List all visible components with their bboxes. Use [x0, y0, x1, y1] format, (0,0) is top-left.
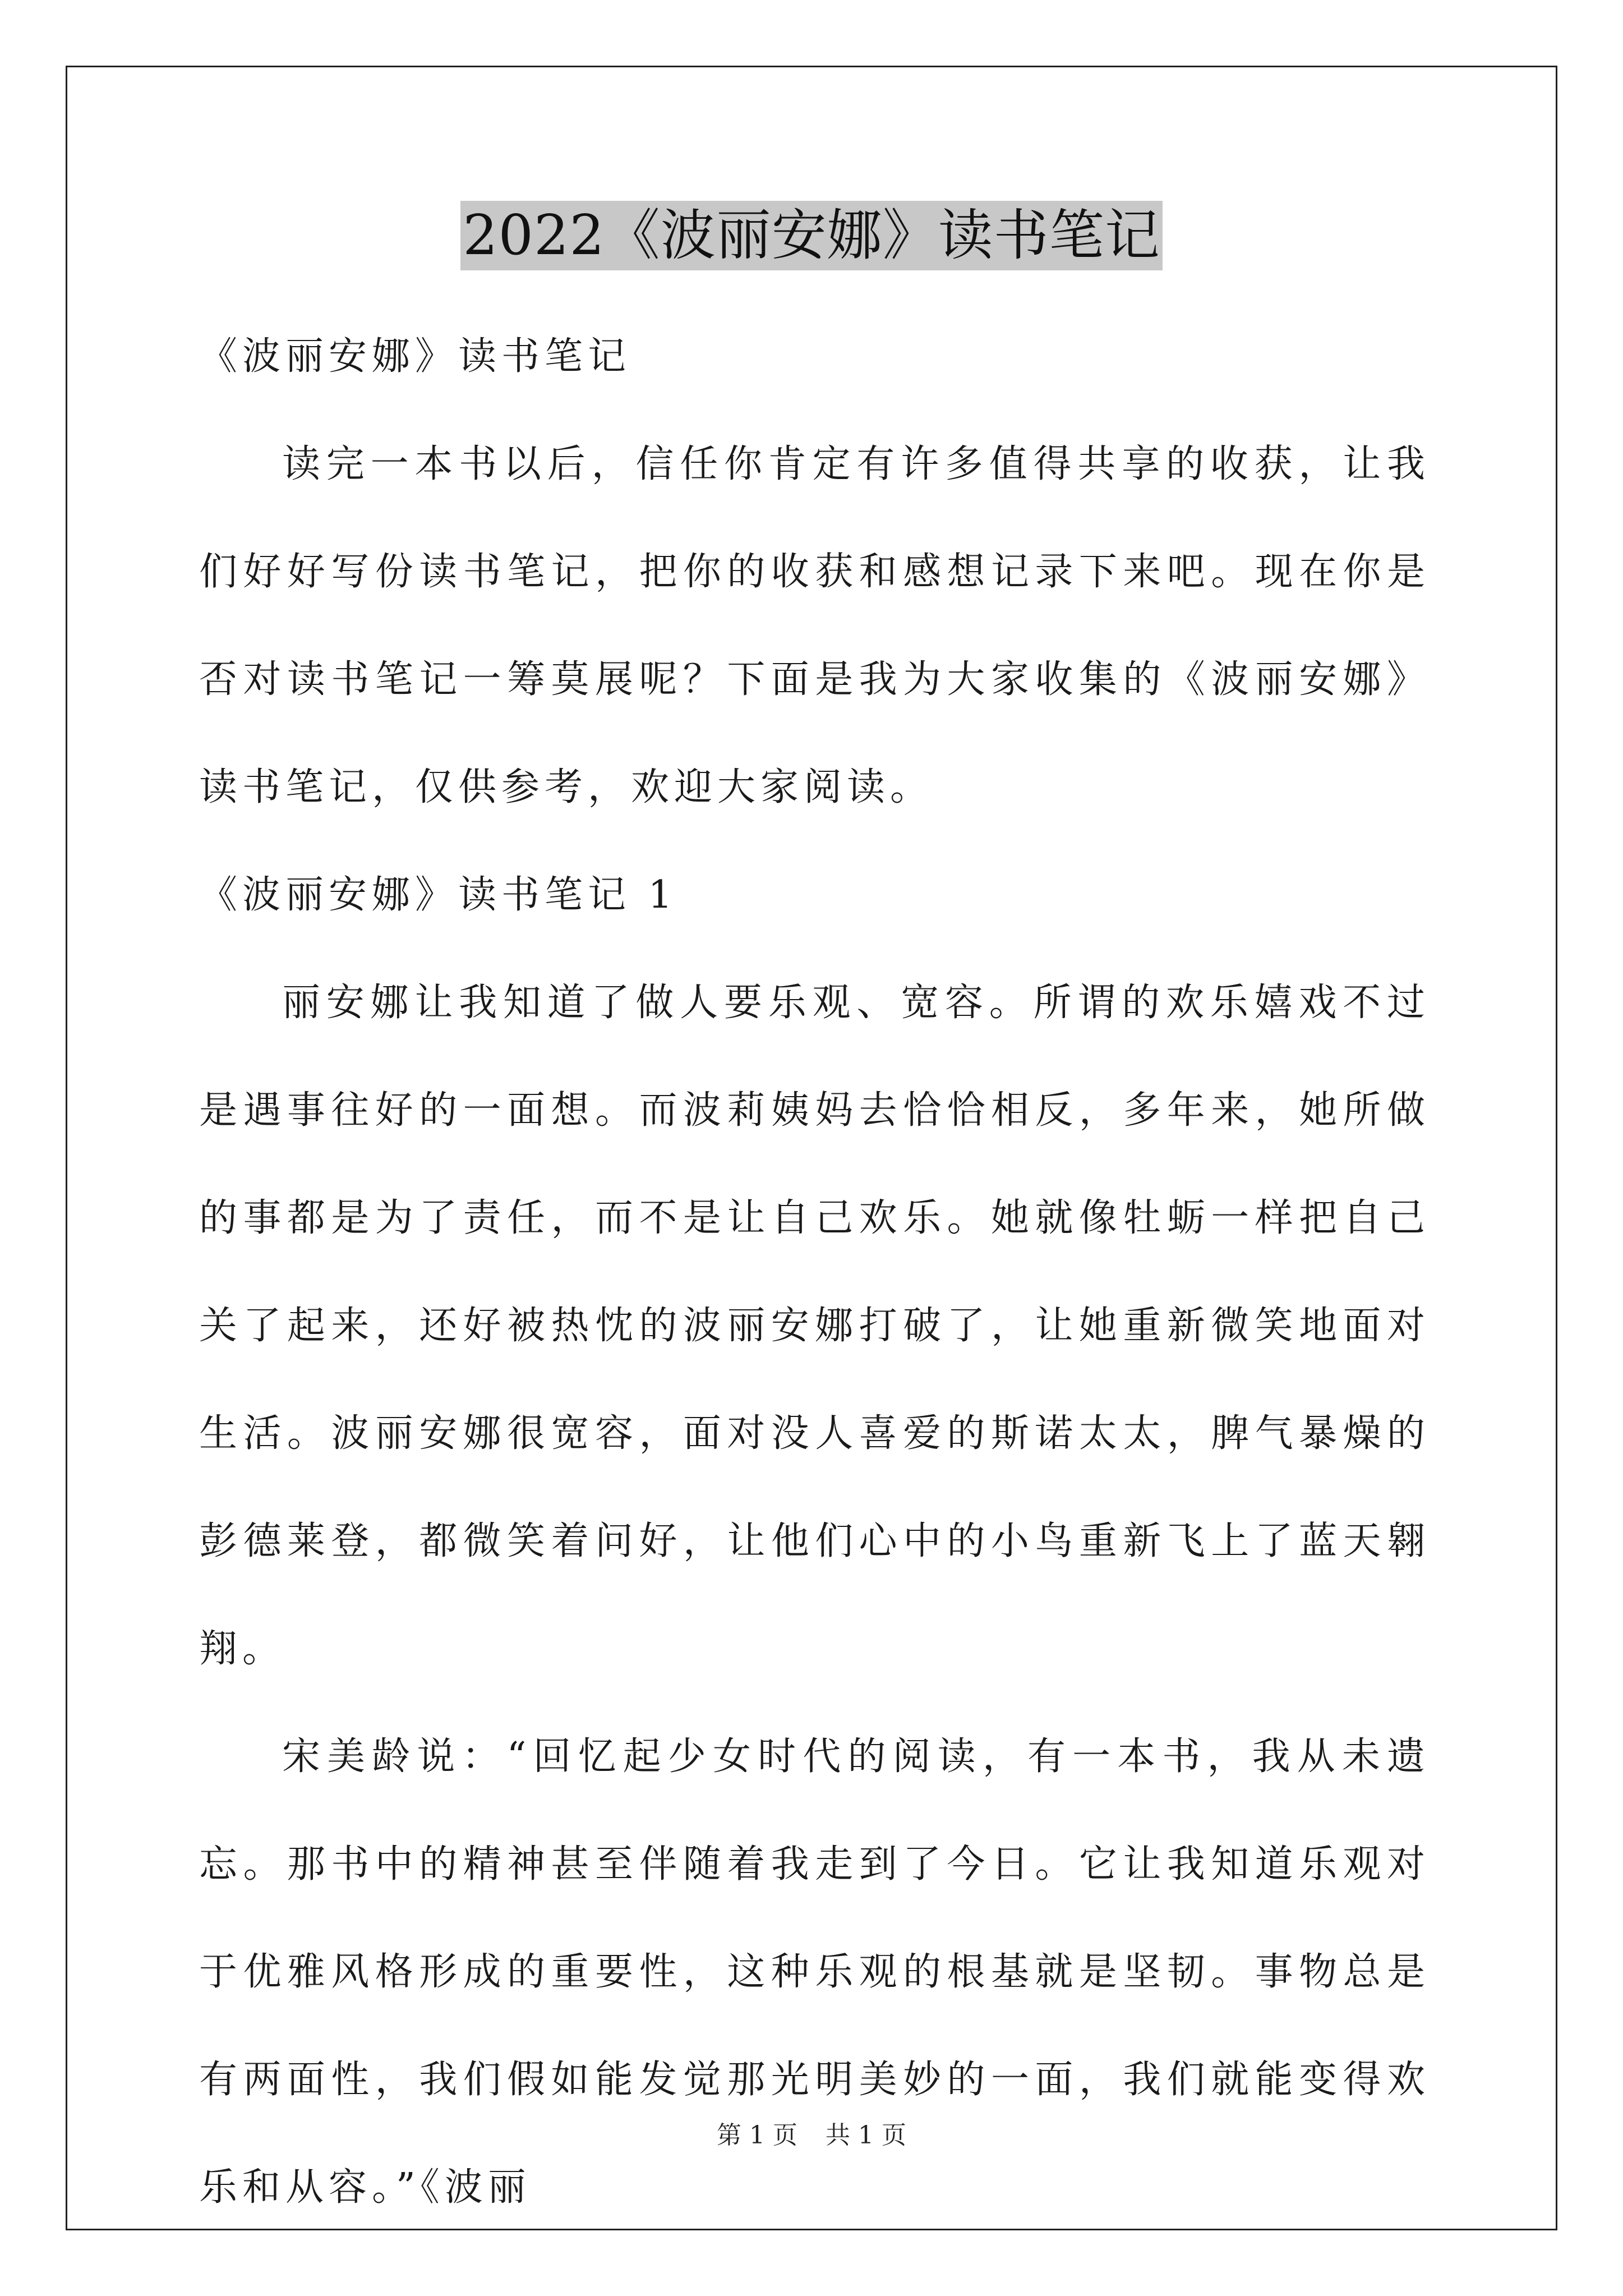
page-total: 共 1 页: [826, 2121, 906, 2150]
page-number: 第 1 页: [717, 2121, 797, 2150]
intro-paragraph: 读完一本书以后，信任你肯定有许多值得共享的收获，让我们好好写份读书笔记，把你的收获和感想记录下来吧。现在你是否对读书笔记一筹莫展呢？下面是我为大家收集的《波丽安娜》读书笔记，仅供参考，欢迎大家阅读。: [199, 442, 1430, 809]
document-title: 2022《波丽安娜》读书笔记: [460, 201, 1162, 270]
section-heading: 《波丽安娜》读书笔记: [199, 334, 631, 379]
body-paragraph: 丽安娜让我知道了做人要乐观、宽容。所谓的欢乐嬉戏不过是遇事往好的一面想。而波莉姨妈去恰恰相反，多年来，她所做的事都是为了责任，而不是让自己欢乐。她就像牡蛎一样把自己关了起来，还好被热忱的波丽安娜打破了，让她重新微笑地面对生活。波丽安娜很宽容，面对没人喜爱的斯诺太太，脾气暴燥的彭德莱登，都微笑着问好，让他们心中的小鸟重新飞上了蓝天翱翔。: [199, 981, 1430, 1671]
body-paragraph: 宋美龄说：“回忆起少女时代的阅读，有一本书，我从未遗忘。那书中的精神甚至伴随着我走到了今日。它让我知道乐观对于优雅风格形成的重要性，这种乐观的根基就是坚韧。事物总是有两面性，我们假如能发觉那光明美妙的一面，我们就能变得欢乐和从容。”《波丽: [199, 1734, 1430, 2210]
page-footer: [0, 2115, 1623, 2151]
section-heading-1: 《波丽安娜》读书笔记 1: [199, 873, 677, 917]
title-container: [0, 201, 1623, 270]
document-body: [199, 303, 1430, 2242]
